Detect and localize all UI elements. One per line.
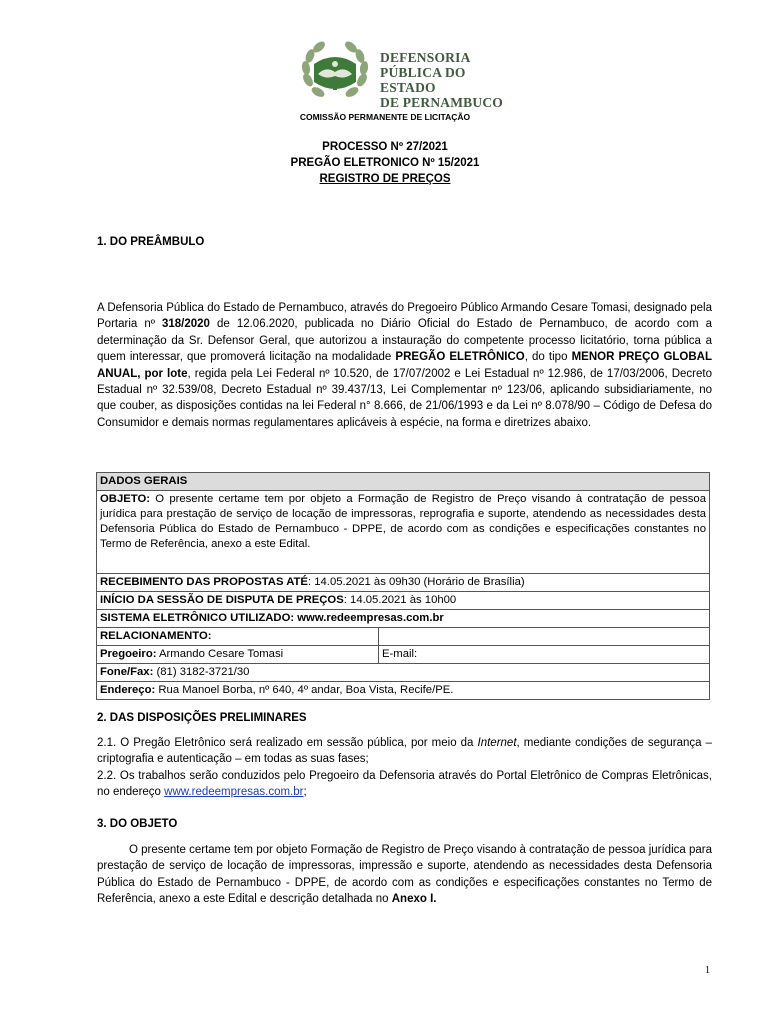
endereco-label: Endereço:: [100, 684, 156, 696]
table-row: [97, 592, 710, 610]
anexo-reference: Anexo I.: [391, 893, 437, 906]
preambulo-paragraph: [97, 300, 712, 431]
preambulo-text-2: de 12.06.2020, publicada no Diário Oficial do Estado de Pernambuco, de acordo com a determinação da Sr. Defensor Geral, que autorizou a instauração do competente processo licitatório, torna pública a quem interessar, que promoverá licitação na modalidade: [97, 318, 712, 364]
sistema-cell: SISTEMA ELETRÔNICO UTILIZADO: www.redeempresas.com.br: [97, 610, 710, 628]
pregao-number: PREGÃO ELETRONICO Nº 15/2021: [290, 157, 480, 169]
modalidade: PREGÃO ELETRÔNICO: [395, 351, 525, 364]
page-number: 1: [705, 965, 710, 976]
section-1-title: 1. DO PREÂMBULO: [97, 236, 205, 248]
recebimento-label: RECEBIMENTO DAS PROPOSTAS ATÉ: [100, 576, 308, 588]
portaria-number: 318/2020: [161, 318, 210, 331]
item-2-2-text-b: ;: [303, 786, 307, 799]
endereco-text: Rua Manoel Borba, nº 640, 4º andar, Boa Vista, Recife/PE.: [155, 684, 454, 696]
item-2-2: [97, 768, 712, 801]
table-row: [97, 473, 710, 491]
dpe-logo: [300, 38, 520, 110]
recebimento-text: : 14.05.2021 às 09h30 (Horário de Brasília): [307, 576, 525, 588]
org-name: [380, 50, 520, 110]
internet-word: Internet: [477, 737, 517, 749]
item-2-2-text-a: 2.2. Os trabalhos serão conduzidos pelo Pregoeiro da Defensoria através do Portal Eletrônico de Compras Eletrônicas, no endereço: [97, 770, 712, 799]
org-name-line1: DEFENSORIA: [380, 50, 471, 65]
preambulo-text-4: , regida pela Lei Federal nº 10.520, de 17/07/2002 e Lei Estadual nº 12.986, de 17/03/2006, Decreto Estadual nº 32.539/08, Decreto Estadual nº 39.437/13, Lei Complementar nº 123/06, aplicando subsidiariamente, no que couber, as disposições contidas na lei Federal n° 8.666, de 21/06/1993 e da Lei nº 8.078/90 – Código de Defesa do Consumidor e demais normas regulamentares aplicáveis à espécie, na forma e diretrizes abaixo.: [97, 367, 712, 429]
preambulo-text-1: A Defensoria Pública do Estado de Pernambuco, através do Pregoeiro Público Armando Cesare Tomasi, designado pela Portaria nº: [97, 302, 712, 331]
objeto-paragraph-text: O presente certame tem por objeto Formação de Registro de Preço visando à contratação de pessoa jurídica para prestação de serviço de locação de impressoras, impressão e suporte, atendendo as necessidades desta Defensoria Pública do Estado de Pernambuco - DPPE, de acordo com as condições e especificações constantes no Termo de Referência, anexo a este Edital e descrição detalhada no: [97, 844, 712, 906]
table-row: [97, 610, 710, 628]
org-name-line2: PÚBLICA DO ESTADO: [380, 65, 466, 95]
processo-number: PROCESSO Nº 27/2021: [322, 141, 448, 153]
item-2-1-text-b: , mediante condições de segurança – criptografia e autenticação – em todas as suas fases;: [97, 737, 712, 766]
fone-label: Fone/Fax:: [100, 666, 154, 678]
preambulo-text-3: , do tipo: [524, 351, 572, 364]
empty-cell: [379, 628, 710, 646]
item-2-1-text-a: 2.1. O Pregão Eletrônico será realizado em sessão pública, por meio da: [97, 737, 478, 749]
table-row: [97, 646, 710, 664]
objeto-cell: [97, 491, 710, 574]
pregoeiro-cell: [97, 646, 379, 664]
registro-title: REGISTRO DE PREÇOS: [319, 173, 451, 185]
section-3-title: 3. DO OBJETO: [97, 818, 178, 830]
pregoeiro-label: Pregoeiro:: [100, 648, 157, 660]
objeto-paragraph: [97, 842, 712, 908]
redeempresas-link[interactable]: www.redeempresas.com.br: [164, 786, 304, 799]
relacionamento-cell: RELACIONAMENTO:: [97, 628, 379, 646]
email-cell: E-mail:: [379, 646, 710, 664]
table-row: [97, 491, 710, 574]
inicio-text: : 14.05.2021 às 10h00: [343, 594, 457, 606]
dados-gerais-header: DADOS GERAIS: [97, 473, 710, 491]
endereco-cell: [97, 682, 710, 700]
fone-cell: [97, 664, 710, 682]
item-2-1: [97, 735, 712, 768]
defensoria-emblem-icon: [300, 40, 370, 102]
dados-gerais-table: [96, 472, 710, 700]
commission-title: COMISSÃO PERMANENTE DE LICITAÇÃO: [299, 112, 471, 122]
table-row: [97, 664, 710, 682]
recebimento-cell: [97, 574, 710, 592]
org-name-line3: DE PERNAMBUCO: [380, 95, 503, 110]
objeto-text: O presente certame tem por objeto a Formação de Registro de Preço visando à contratação de pessoa jurídica para prestação de serviço de locação de impressoras, reprografia e suporte, atendendo as necessidades desta Defensoria Pública do Estado de Pernambuco - DPPE, de acordo com as condições e especificações constantes no Termo de Referência, anexo a este Edital.: [100, 493, 706, 550]
inicio-cell: [97, 592, 710, 610]
tipo-licitacao: MENOR PREÇO GLOBAL ANUAL, por lote: [97, 351, 712, 380]
section-2-title: 2. DAS DISPOSIÇÕES PRELIMINARES: [97, 712, 307, 724]
fone-text: (81) 3182-3721/30: [153, 666, 250, 678]
pregoeiro-name: Armando Cesare Tomasi: [156, 648, 284, 660]
table-row: [97, 574, 710, 592]
table-row: [97, 628, 710, 646]
table-row: [97, 682, 710, 700]
document-heading: [0, 139, 770, 187]
inicio-label: INÍCIO DA SESSÃO DE DISPUTA DE PREÇOS: [100, 594, 344, 606]
objeto-label: OBJETO:: [100, 493, 151, 505]
